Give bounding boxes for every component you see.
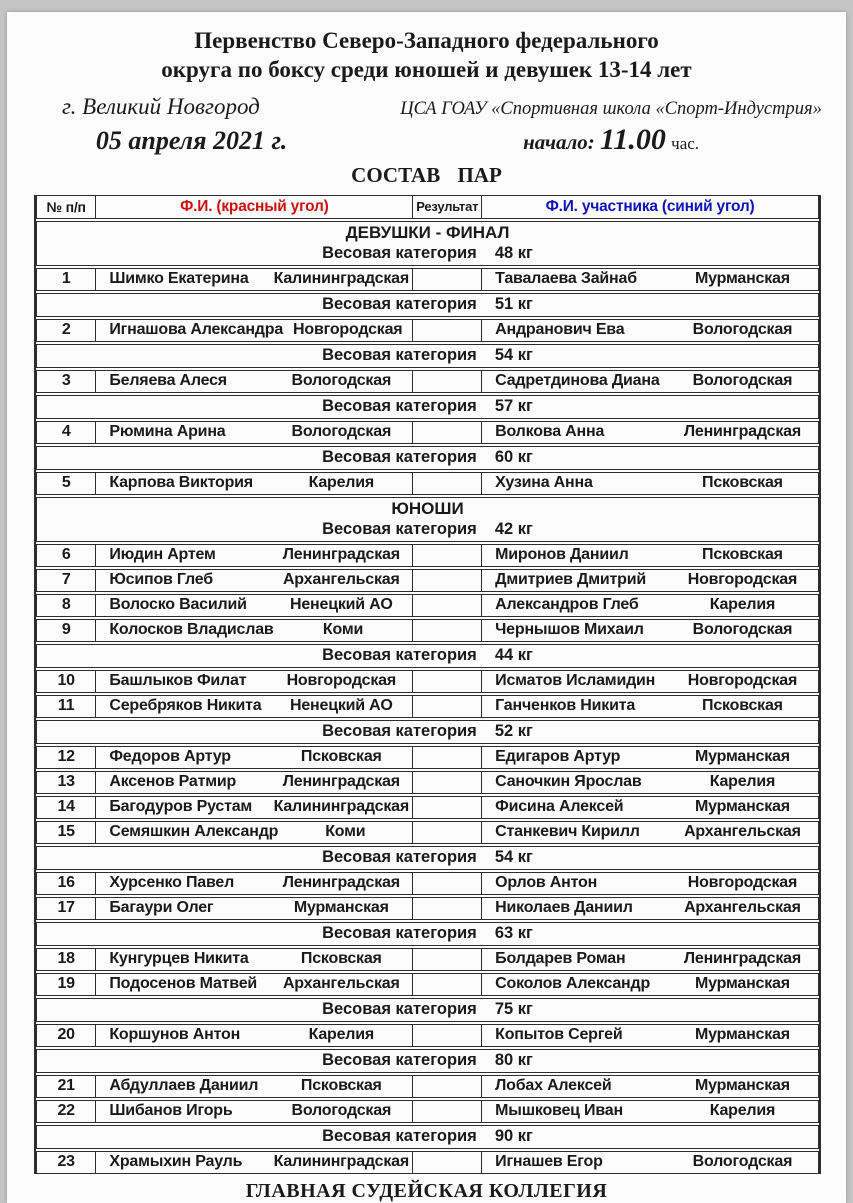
red-boxer-region: Псковская bbox=[300, 1077, 382, 1095]
red-boxer-name: Игнашова Александра bbox=[109, 321, 284, 339]
section-row bbox=[36, 497, 819, 542]
red-boxer-name: Шимко Екатерина bbox=[109, 270, 249, 288]
pairs-table bbox=[34, 195, 821, 1174]
blue-corner-cell bbox=[482, 1152, 818, 1173]
blue-boxer-region: Псковская bbox=[702, 546, 783, 564]
red-boxer-region: Мурманская bbox=[293, 899, 389, 917]
red-boxer-region: Калининградская bbox=[273, 798, 410, 816]
result-cell bbox=[413, 1101, 482, 1122]
weight-category-value: 54 кг bbox=[494, 847, 533, 866]
start-label: начало: bbox=[523, 129, 595, 154]
blue-boxer-region: Мурманская bbox=[694, 270, 790, 288]
blue-boxer-name: Лобах Алексей bbox=[495, 1077, 612, 1095]
red-corner-cell bbox=[96, 974, 413, 995]
weight-category-row bbox=[36, 395, 819, 419]
red-corner-cell bbox=[96, 1152, 413, 1173]
bout-row bbox=[36, 897, 819, 920]
bout-row bbox=[36, 594, 819, 617]
bout-number: 9 bbox=[37, 620, 96, 641]
bout-row bbox=[36, 268, 819, 291]
weight-category-row bbox=[36, 922, 819, 946]
bout-number: 19 bbox=[37, 974, 96, 995]
result-cell bbox=[413, 422, 482, 443]
red-boxer-region: Карелия bbox=[308, 474, 375, 492]
bout-number: 2 bbox=[37, 320, 96, 341]
result-cell bbox=[413, 873, 482, 894]
result-cell bbox=[413, 269, 482, 290]
weight-category-label: Весовая категория bbox=[322, 721, 477, 740]
blue-corner-cell bbox=[482, 422, 818, 443]
weight-category-value: 75 кг bbox=[494, 999, 533, 1018]
weight-category-row bbox=[36, 720, 819, 744]
blue-corner-cell bbox=[482, 1025, 818, 1046]
red-boxer-region: Псковская bbox=[300, 748, 382, 766]
blue-boxer-region: Архангельская bbox=[684, 823, 801, 841]
result-cell bbox=[413, 371, 482, 392]
blue-boxer-name: Игнашев Егор bbox=[495, 1153, 603, 1171]
blue-corner-cell bbox=[482, 898, 818, 919]
bout-number: 11 bbox=[37, 696, 96, 717]
red-boxer-region: Калининградская bbox=[273, 1153, 410, 1171]
bout-number: 22 bbox=[37, 1101, 96, 1122]
bout-row bbox=[36, 746, 819, 769]
blue-corner-cell bbox=[482, 595, 818, 616]
weight-category-label: Весовая категория bbox=[322, 1050, 477, 1069]
bout-row bbox=[36, 695, 819, 718]
document-title bbox=[7, 26, 846, 85]
blue-boxer-region: Мурманская bbox=[694, 748, 790, 766]
result-cell bbox=[413, 974, 482, 995]
red-corner-cell bbox=[96, 1025, 413, 1046]
blue-boxer-region: Мурманская bbox=[694, 1026, 790, 1044]
bout-row bbox=[36, 771, 819, 794]
result-cell bbox=[413, 473, 482, 494]
bout-number: 6 bbox=[37, 545, 96, 566]
event-city: г. Великий Новгород bbox=[62, 93, 260, 119]
bout-row bbox=[36, 973, 819, 996]
weight-category-label: Весовая категория bbox=[322, 243, 477, 262]
bout-row bbox=[36, 569, 819, 592]
weight-category-row bbox=[36, 1125, 819, 1149]
result-cell bbox=[413, 822, 482, 843]
bout-row bbox=[36, 670, 819, 693]
blue-boxer-name: Саночкин Ярослав bbox=[495, 773, 642, 791]
event-date: 05 апреля 2021 г. bbox=[95, 125, 288, 155]
blue-boxer-region: Вологодская bbox=[692, 321, 793, 339]
weight-category-row bbox=[36, 293, 819, 317]
bout-row bbox=[36, 1100, 819, 1123]
blue-boxer-region: Вологодская bbox=[692, 372, 793, 390]
result-cell bbox=[413, 320, 482, 341]
blue-boxer-region: Мурманская bbox=[694, 1077, 790, 1095]
blue-corner-cell bbox=[482, 269, 818, 290]
weight-category-label: Весовая категория bbox=[322, 294, 477, 313]
red-boxer-region: Новгородская bbox=[286, 672, 396, 690]
red-boxer-region: Коми bbox=[325, 823, 366, 841]
blue-boxer-name: Александров Глеб bbox=[495, 596, 639, 614]
blue-boxer-region: Карелия bbox=[709, 1102, 776, 1120]
red-boxer-region: Ненецкий АО bbox=[290, 596, 393, 614]
weight-category-value: 54 кг bbox=[494, 345, 533, 364]
red-boxer-name: Багаури Олег bbox=[109, 899, 214, 917]
red-boxer-region: Новгородская bbox=[293, 321, 403, 339]
red-corner-cell bbox=[96, 473, 413, 494]
bout-number: 1 bbox=[37, 269, 96, 290]
result-cell bbox=[413, 620, 482, 641]
event-venue: ЦСА ГОАУ «Спортивная школа «Спорт-Индустрия» bbox=[400, 98, 822, 119]
red-boxer-name: Семяшкин Александр bbox=[109, 823, 279, 841]
weight-category-row bbox=[36, 344, 819, 368]
red-corner-cell bbox=[96, 747, 413, 768]
weight-category-label: Весовая категория bbox=[322, 345, 477, 364]
bout-row bbox=[36, 472, 819, 495]
red-boxer-name: Июдин Артем bbox=[109, 546, 216, 564]
red-boxer-name: Абдуллаев Даниил bbox=[109, 1077, 259, 1095]
red-boxer-region: Ленинградская bbox=[282, 874, 400, 892]
blue-boxer-region: Карелия bbox=[709, 773, 776, 791]
red-corner-cell bbox=[96, 269, 413, 290]
result-cell bbox=[413, 1152, 482, 1173]
bout-number: 3 bbox=[37, 371, 96, 392]
blue-boxer-name: Едигаров Артур bbox=[495, 748, 621, 766]
weight-category-value: 52 кг bbox=[494, 721, 533, 740]
blue-boxer-region: Псковская bbox=[702, 697, 783, 715]
section-row bbox=[36, 221, 819, 266]
blue-corner-cell bbox=[482, 747, 818, 768]
weight-category-label: Весовая категория bbox=[322, 645, 477, 664]
red-boxer-region: Вологодская bbox=[291, 423, 392, 441]
weight-category-label: Весовая категория bbox=[322, 847, 477, 866]
bout-row bbox=[36, 1075, 819, 1098]
weight-category-row bbox=[36, 998, 819, 1022]
red-corner-cell bbox=[96, 822, 413, 843]
bout-row bbox=[36, 319, 819, 342]
bout-number: 20 bbox=[37, 1025, 96, 1046]
blue-corner-cell bbox=[482, 570, 818, 591]
bout-number: 10 bbox=[37, 671, 96, 692]
red-boxer-region: Псковская bbox=[300, 950, 382, 968]
bout-number: 7 bbox=[37, 570, 96, 591]
red-corner-cell bbox=[96, 595, 413, 616]
column-blue-corner: Ф.И. участника (синий угол) bbox=[545, 197, 755, 215]
blue-boxer-name: Ганченков Никита bbox=[495, 697, 636, 715]
title-line-1: Первенство Северо-Западного федерального bbox=[194, 28, 659, 53]
blue-corner-cell bbox=[482, 949, 818, 970]
weight-category-label: Весовая категория bbox=[322, 999, 477, 1018]
footer-heading: ГЛАВНАЯ СУДЕЙСКАЯ КОЛЛЕГИЯ bbox=[245, 1179, 608, 1202]
red-boxer-name: Федоров Артур bbox=[109, 748, 231, 766]
result-cell bbox=[413, 747, 482, 768]
bout-row bbox=[36, 796, 819, 819]
blue-boxer-name: Николаев Даниил bbox=[495, 899, 633, 917]
bout-number: 21 bbox=[37, 1076, 96, 1097]
weight-category-label: Весовая категория bbox=[322, 519, 477, 538]
red-corner-cell bbox=[96, 772, 413, 793]
red-corner-cell bbox=[96, 1101, 413, 1122]
blue-boxer-name: Чернышов Михаил bbox=[495, 621, 644, 639]
red-corner-cell bbox=[96, 873, 413, 894]
blue-boxer-region: Ленинградская bbox=[683, 423, 801, 441]
blue-boxer-region: Ленинградская bbox=[683, 950, 801, 968]
blue-boxer-name: Мышковец Иван bbox=[495, 1102, 623, 1120]
result-cell bbox=[413, 595, 482, 616]
blue-boxer-name: Дмитриев Дмитрий bbox=[495, 571, 646, 589]
red-boxer-name: Беляева Алеся bbox=[109, 372, 227, 390]
weight-category-row bbox=[36, 644, 819, 668]
weight-category-label: Весовая категория bbox=[322, 923, 477, 942]
weight-category-value: 42 кг bbox=[494, 519, 533, 538]
result-cell bbox=[413, 570, 482, 591]
bout-number: 5 bbox=[37, 473, 96, 494]
blue-boxer-name: Садретдинова Диана bbox=[495, 372, 660, 390]
weight-category-value: 44 кг bbox=[494, 645, 533, 664]
bout-number: 8 bbox=[37, 595, 96, 616]
red-boxer-name: Кунгурцев Никита bbox=[109, 950, 249, 968]
weight-category-value: 57 кг bbox=[494, 396, 533, 415]
bout-number: 17 bbox=[37, 898, 96, 919]
bout-number: 12 bbox=[37, 747, 96, 768]
red-boxer-name: Юсипов Глеб bbox=[109, 571, 213, 589]
red-boxer-name: Карпова Виктория bbox=[109, 474, 253, 492]
red-corner-cell bbox=[96, 320, 413, 341]
result-cell bbox=[413, 1025, 482, 1046]
blue-boxer-region: Новгородская bbox=[687, 874, 798, 892]
section-title: ЮНОШИ bbox=[391, 498, 464, 518]
bout-number: 16 bbox=[37, 873, 96, 894]
red-corner-cell bbox=[96, 671, 413, 692]
bout-row bbox=[36, 1024, 819, 1047]
blue-corner-cell bbox=[482, 371, 818, 392]
blue-boxer-name: Станкевич Кирилл bbox=[495, 823, 640, 841]
blue-corner-cell bbox=[482, 772, 818, 793]
blue-boxer-region: Новгородская bbox=[687, 571, 798, 589]
bout-row bbox=[36, 872, 819, 895]
start-units: час. bbox=[671, 133, 700, 153]
red-boxer-name: Шибанов Игорь bbox=[109, 1102, 233, 1120]
blue-boxer-region: Карелия bbox=[709, 596, 776, 614]
blue-corner-cell bbox=[482, 1076, 818, 1097]
bout-number: 4 bbox=[37, 422, 96, 443]
red-corner-cell bbox=[96, 797, 413, 818]
bout-number: 23 bbox=[37, 1152, 96, 1173]
red-boxer-region: Калининградская bbox=[273, 270, 410, 288]
blue-corner-cell bbox=[482, 473, 818, 494]
bout-row bbox=[36, 370, 819, 393]
blue-corner-cell bbox=[482, 545, 818, 566]
bout-number: 15 bbox=[37, 822, 96, 843]
blue-corner-cell bbox=[482, 873, 818, 894]
bout-row bbox=[36, 544, 819, 567]
blue-corner-cell bbox=[482, 822, 818, 843]
red-boxer-name: Башлыков Филат bbox=[109, 672, 247, 690]
bout-number: 13 bbox=[37, 772, 96, 793]
red-boxer-name: Серебряков Никита bbox=[109, 697, 262, 715]
red-boxer-name: Коршунов Антон bbox=[109, 1026, 241, 1044]
blue-boxer-region: Архангельская bbox=[684, 899, 801, 917]
blue-corner-cell bbox=[482, 974, 818, 995]
weight-category-value: 51 кг bbox=[494, 294, 533, 313]
bout-row bbox=[36, 421, 819, 444]
red-corner-cell bbox=[96, 545, 413, 566]
blue-boxer-name: Хузина Анна bbox=[495, 474, 593, 492]
title-line-2: округа по боксу среди юношей и девушек 13-14 лет bbox=[161, 57, 692, 83]
red-boxer-region: Архангельская bbox=[282, 975, 400, 993]
red-corner-cell bbox=[96, 1076, 413, 1097]
weight-category-row bbox=[36, 446, 819, 470]
red-boxer-name: Хурсенко Павел bbox=[109, 874, 235, 892]
blue-boxer-name: Миронов Даниил bbox=[495, 546, 629, 564]
pairs-table-body bbox=[36, 221, 819, 1174]
bout-number: 14 bbox=[37, 797, 96, 818]
red-boxer-region: Ненецкий АО bbox=[290, 697, 393, 715]
meta-row-datetime bbox=[7, 123, 846, 157]
blue-boxer-name: Копытов Сергей bbox=[495, 1026, 623, 1044]
section-title: ДЕВУШКИ - ФИНАЛ bbox=[345, 222, 510, 242]
blue-boxer-region: Вологодская bbox=[692, 621, 793, 639]
blue-boxer-name: Фисина Алексей bbox=[495, 798, 624, 816]
bout-number: 18 bbox=[37, 949, 96, 970]
result-cell bbox=[413, 797, 482, 818]
red-corner-cell bbox=[96, 371, 413, 392]
blue-corner-cell bbox=[482, 671, 818, 692]
blue-boxer-name: Исматов Исламидин bbox=[495, 672, 656, 690]
bout-row bbox=[36, 948, 819, 971]
pairs-heading: СОСТАВ ПАР bbox=[351, 162, 502, 187]
red-corner-cell bbox=[96, 898, 413, 919]
red-boxer-name: Храмыхин Рауль bbox=[109, 1153, 243, 1171]
column-result: Результат bbox=[413, 196, 482, 218]
red-boxer-region: Ленинградская bbox=[282, 546, 400, 564]
weight-category-label: Весовая категория bbox=[322, 396, 477, 415]
weight-category-value: 60 кг bbox=[494, 447, 533, 466]
blue-corner-cell bbox=[482, 620, 818, 641]
blue-boxer-region: Псковская bbox=[702, 474, 783, 492]
red-corner-cell bbox=[96, 696, 413, 717]
meta-row-location bbox=[7, 94, 846, 120]
blue-boxer-region: Мурманская bbox=[694, 975, 790, 993]
result-cell bbox=[413, 1076, 482, 1097]
red-boxer-name: Подосенов Матвей bbox=[109, 975, 258, 993]
red-boxer-name: Волоско Василий bbox=[109, 596, 247, 614]
blue-boxer-name: Орлов Антон bbox=[495, 874, 598, 892]
weight-category-row bbox=[36, 846, 819, 870]
blue-boxer-region: Вологодская bbox=[692, 1153, 793, 1171]
result-cell bbox=[413, 671, 482, 692]
red-boxer-region: Карелия bbox=[308, 1026, 375, 1044]
start-time-value: 11.00 bbox=[600, 122, 666, 156]
red-boxer-region: Вологодская bbox=[291, 1102, 392, 1120]
blue-boxer-name: Тавалаева Зайнаб bbox=[495, 270, 637, 288]
blue-boxer-name: Волкова Анна bbox=[495, 423, 605, 441]
red-boxer-region: Коми bbox=[322, 621, 364, 639]
result-cell bbox=[413, 898, 482, 919]
red-boxer-region: Архангельская bbox=[282, 571, 400, 589]
red-boxer-region: Вологодская bbox=[291, 372, 392, 390]
result-cell bbox=[413, 696, 482, 717]
red-corner-cell bbox=[96, 949, 413, 970]
column-number: № п/п bbox=[37, 196, 96, 218]
red-boxer-name: Рюмина Арина bbox=[109, 423, 226, 441]
blue-corner-cell bbox=[482, 320, 818, 341]
red-corner-cell bbox=[96, 620, 413, 641]
blue-corner-cell bbox=[482, 797, 818, 818]
weight-category-row bbox=[36, 1049, 819, 1073]
blue-boxer-name: Болдарев Роман bbox=[495, 950, 626, 968]
result-cell bbox=[413, 545, 482, 566]
weight-category-value: 48 кг bbox=[494, 243, 533, 262]
result-cell bbox=[413, 772, 482, 793]
blue-boxer-name: Андранович Ева bbox=[495, 321, 625, 339]
bout-row bbox=[36, 1151, 819, 1174]
red-boxer-name: Аксенов Ратмир bbox=[109, 773, 237, 791]
bout-row bbox=[36, 821, 819, 844]
column-red-corner: Ф.И. (красный угол) bbox=[96, 196, 413, 218]
blue-boxer-region: Мурманская bbox=[694, 798, 790, 816]
weight-category-label: Весовая категория bbox=[322, 447, 477, 466]
blue-corner-cell bbox=[482, 696, 818, 717]
blue-boxer-name: Соколов Александр bbox=[495, 975, 651, 993]
weight-category-label: Весовая категория bbox=[322, 1126, 477, 1145]
bout-row bbox=[36, 619, 819, 642]
red-boxer-name: Багодуров Рустам bbox=[109, 798, 253, 816]
result-cell bbox=[413, 949, 482, 970]
table-header-row bbox=[36, 195, 819, 219]
weight-category-value: 63 кг bbox=[494, 923, 533, 942]
red-boxer-name: Колосков Владислав bbox=[109, 621, 274, 639]
document-page bbox=[7, 12, 846, 1203]
red-boxer-region: Ленинградская bbox=[282, 773, 400, 791]
event-start-time bbox=[376, 123, 846, 157]
red-corner-cell bbox=[96, 422, 413, 443]
weight-category-value: 90 кг bbox=[494, 1126, 533, 1145]
red-corner-cell bbox=[96, 570, 413, 591]
blue-boxer-region: Новгородская bbox=[687, 672, 798, 690]
weight-category-value: 80 кг bbox=[494, 1050, 533, 1069]
blue-corner-cell bbox=[482, 1101, 818, 1122]
